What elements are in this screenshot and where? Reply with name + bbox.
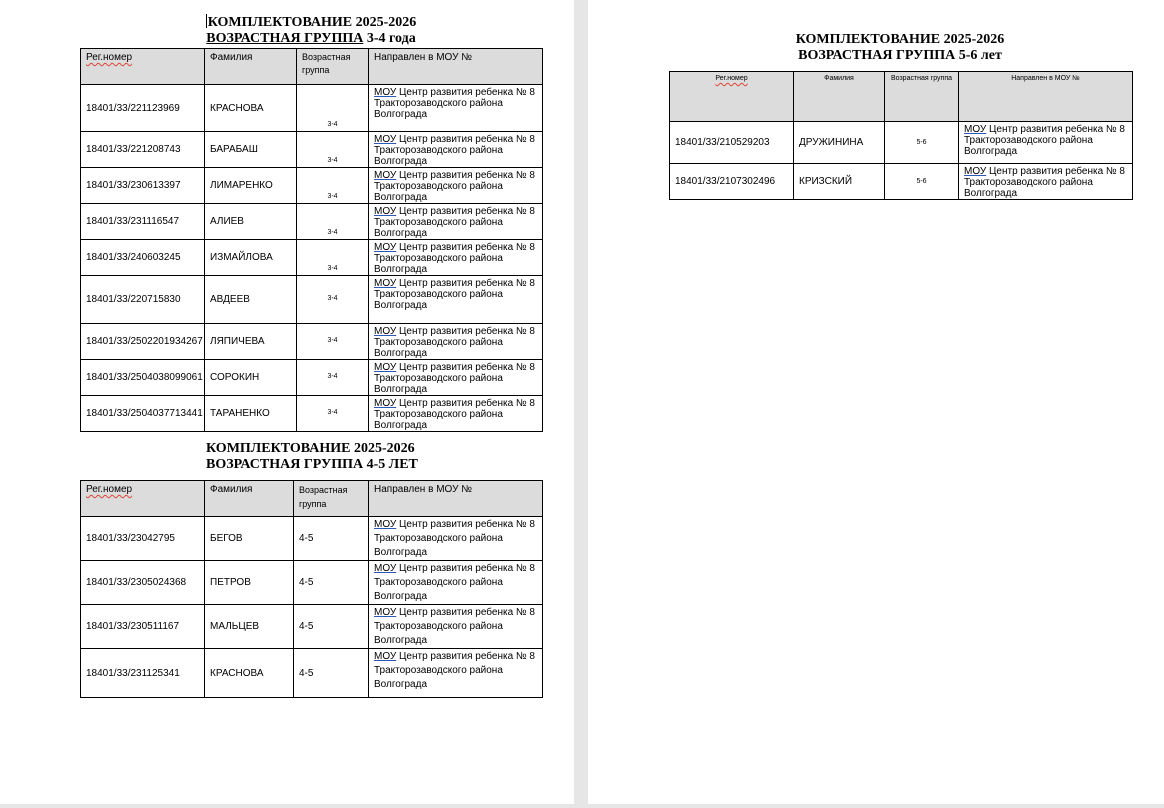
age-group-cell: 4-5 bbox=[294, 517, 369, 561]
table-row bbox=[81, 605, 543, 649]
surname-cell: КРИЗСКИЙ bbox=[794, 164, 885, 200]
reg-number-cell: 18401/33/230511167 bbox=[81, 605, 205, 649]
surname-cell: АЛИЕВ bbox=[205, 204, 297, 240]
surname-cell: ПЕТРОВ bbox=[205, 561, 294, 605]
section1-heading bbox=[80, 14, 542, 47]
mou-name: Центр развития ребенка № 8 Тракторозаводского района Волгограда bbox=[374, 362, 535, 395]
mou-abbrev: МОУ bbox=[374, 563, 397, 574]
reg-number-cell: 18401/33/230613397 bbox=[81, 168, 205, 204]
table-row bbox=[81, 396, 543, 432]
mou-abbrev: МОУ bbox=[374, 398, 397, 409]
reg-number-cell: 18401/33/221123969 bbox=[81, 85, 205, 132]
header-directed-to: Направлен в МОУ № bbox=[369, 481, 543, 517]
mou-abbrev: МОУ bbox=[374, 607, 397, 618]
reg-number-cell: 18401/33/231116547 bbox=[81, 204, 205, 240]
page-separator bbox=[574, 0, 588, 808]
age-group-cell: 3-4 bbox=[297, 324, 369, 360]
header-reg-number: Рег.номер bbox=[81, 49, 205, 85]
mou-abbrev: МОУ bbox=[374, 134, 397, 145]
mou-abbrev: МОУ bbox=[374, 206, 397, 217]
mou-name: Центр развития ребенка № 8 Тракторозаводского района Волгограда bbox=[374, 563, 535, 602]
header-age-group: Возрастная группа bbox=[297, 49, 369, 85]
directed-to-cell bbox=[369, 85, 543, 132]
header-age-group: Возрастная группа bbox=[294, 481, 369, 517]
mou-name: Центр развития ребенка № 8 Тракторозаводского района Волгограда bbox=[374, 607, 535, 646]
reg-number-cell: 18401/33/220715830 bbox=[81, 276, 205, 324]
section1-title: КОМПЛЕКТОВАНИЕ 2025-2026 bbox=[207, 15, 417, 30]
header-directed-to: Направлен в МОУ № bbox=[959, 72, 1133, 122]
table-row bbox=[81, 204, 543, 240]
table-row bbox=[81, 324, 543, 360]
table-row bbox=[81, 561, 543, 605]
mou-abbrev: МОУ bbox=[374, 242, 397, 253]
mou-name: Центр развития ребенка № 8 Тракторозаводского района Волгограда bbox=[374, 170, 535, 203]
surname-cell: БАРАБАШ bbox=[205, 132, 297, 168]
directed-to-cell bbox=[369, 132, 543, 168]
mou-abbrev: МОУ bbox=[374, 651, 397, 662]
surname-cell: ИЗМАЙЛОВА bbox=[205, 240, 297, 276]
section2-subtitle: ВОЗРАСТНАЯ ГРУППА 4-5 ЛЕТ bbox=[206, 457, 418, 472]
mou-name: Центр развития ребенка № 8 Тракторозаводского района Волгограда bbox=[374, 134, 535, 167]
directed-to-cell bbox=[369, 396, 543, 432]
age-group-cell: 3-4 bbox=[297, 396, 369, 432]
directed-to-cell bbox=[369, 649, 543, 698]
mou-abbrev: МОУ bbox=[964, 166, 987, 177]
header-surname: Фамилия bbox=[205, 481, 294, 517]
reg-number-cell: 18401/33/240603245 bbox=[81, 240, 205, 276]
reg-number-cell: 18401/33/2504038099061 bbox=[81, 360, 205, 396]
section3-heading bbox=[668, 32, 1132, 64]
age-group-cell: 3-4 bbox=[297, 204, 369, 240]
directed-to-cell bbox=[959, 122, 1133, 164]
age-group-cell: 4-5 bbox=[294, 649, 369, 698]
mou-name: Центр развития ребенка № 8 Тракторозаводского района Волгограда bbox=[964, 124, 1125, 157]
mou-name: Центр развития ребенка № 8 Тракторозаводского района Волгограда bbox=[374, 206, 535, 239]
mou-abbrev: МОУ bbox=[374, 326, 397, 337]
section2-table bbox=[80, 480, 543, 698]
reg-number-cell: 18401/33/2504037713441 bbox=[81, 396, 205, 432]
mou-abbrev: МОУ bbox=[374, 278, 397, 289]
header-surname: Фамилия bbox=[205, 49, 297, 85]
directed-to-cell bbox=[369, 605, 543, 649]
surname-cell: КРАСНОВА bbox=[205, 649, 294, 698]
directed-to-cell bbox=[369, 240, 543, 276]
mou-name: Центр развития ребенка № 8 Тракторозаводского района Волгограда bbox=[374, 326, 535, 359]
table-row bbox=[81, 276, 543, 324]
age-group-cell: 5-6 bbox=[885, 122, 959, 164]
header-surname: Фамилия bbox=[794, 72, 885, 122]
reg-number-cell: 18401/33/2502201934267 bbox=[81, 324, 205, 360]
directed-to-cell bbox=[369, 168, 543, 204]
age-group-cell: 4-5 bbox=[294, 561, 369, 605]
reg-number-cell: 18401/33/23042795 bbox=[81, 517, 205, 561]
section1-table bbox=[80, 48, 543, 432]
directed-to-cell bbox=[369, 517, 543, 561]
surname-cell: СОРОКИН bbox=[205, 360, 297, 396]
reg-number-cell: 18401/33/210529203 bbox=[670, 122, 794, 164]
surname-cell: БЕГОВ bbox=[205, 517, 294, 561]
table-row bbox=[81, 132, 543, 168]
directed-to-cell bbox=[369, 360, 543, 396]
table-row bbox=[670, 122, 1133, 164]
surname-cell: ЛИМАРЕНКО bbox=[205, 168, 297, 204]
age-group-cell: 4-5 bbox=[294, 605, 369, 649]
section1-subtitle-underlined: ВОЗРАСТНАЯ ГРУППА bbox=[206, 31, 364, 46]
table-row bbox=[81, 360, 543, 396]
reg-number-cell: 18401/33/221208743 bbox=[81, 132, 205, 168]
section3-table bbox=[669, 71, 1133, 200]
mou-abbrev: МОУ bbox=[374, 519, 397, 530]
mou-name: Центр развития ребенка № 8 Тракторозаводского района Волгограда bbox=[374, 651, 535, 690]
reg-number-cell: 18401/33/231125341 bbox=[81, 649, 205, 698]
surname-cell: ЛЯПИЧЕВА bbox=[205, 324, 297, 360]
mou-name: Центр развития ребенка № 8 Тракторозаводского района Волгограда bbox=[374, 398, 535, 431]
surname-cell: ДРУЖИНИНА bbox=[794, 122, 885, 164]
table-row bbox=[81, 85, 543, 132]
directed-to-cell bbox=[369, 276, 543, 324]
section2-title: КОМПЛЕКТОВАНИЕ 2025-2026 bbox=[206, 441, 415, 456]
section2-heading bbox=[80, 441, 542, 473]
mou-abbrev: МОУ bbox=[374, 170, 397, 181]
age-group-cell: 5-6 bbox=[885, 164, 959, 200]
mou-abbrev: МОУ bbox=[374, 362, 397, 373]
mou-name: Центр развития ребенка № 8 Тракторозаводского района Волгограда bbox=[374, 519, 535, 558]
table-row bbox=[81, 649, 543, 698]
table-row bbox=[81, 517, 543, 561]
text-cursor bbox=[206, 14, 207, 28]
age-group-cell: 3-4 bbox=[297, 240, 369, 276]
reg-number-cell: 18401/33/2305024368 bbox=[81, 561, 205, 605]
directed-to-cell bbox=[369, 561, 543, 605]
header-reg-number: Рег.номер bbox=[670, 72, 794, 122]
directed-to-cell bbox=[369, 324, 543, 360]
table-row bbox=[81, 168, 543, 204]
section3-subtitle: ВОЗРАСТНАЯ ГРУППА 5-6 лет bbox=[798, 48, 1002, 63]
section1-subtitle-rest: 3-4 года bbox=[363, 31, 416, 46]
mou-name: Центр развития ребенка № 8 Тракторозаводского района Волгограда bbox=[964, 166, 1125, 199]
surname-cell: МАЛЬЦЕВ bbox=[205, 605, 294, 649]
table-row bbox=[81, 240, 543, 276]
mou-abbrev: МОУ bbox=[964, 124, 987, 135]
surname-cell: АВДЕЕВ bbox=[205, 276, 297, 324]
section3-title: КОМПЛЕКТОВАНИЕ 2025-2026 bbox=[795, 32, 1005, 47]
surname-cell: ТАРАНЕНКО bbox=[205, 396, 297, 432]
reg-number-cell: 18401/33/2107302496 bbox=[670, 164, 794, 200]
surname-cell: КРАСНОВА bbox=[205, 85, 297, 132]
mou-name: Центр развития ребенка № 8 Тракторозаводского района Волгограда bbox=[374, 278, 535, 311]
mou-name: Центр развития ребенка № 8 Тракторозаводского района Волгограда bbox=[374, 242, 535, 275]
directed-to-cell bbox=[369, 204, 543, 240]
age-group-cell: 3-4 bbox=[297, 168, 369, 204]
age-group-cell: 3-4 bbox=[297, 132, 369, 168]
age-group-cell: 3-4 bbox=[297, 276, 369, 324]
header-directed-to: Направлен в МОУ № bbox=[369, 49, 543, 85]
mou-abbrev: МОУ bbox=[374, 87, 397, 98]
mou-name: Центр развития ребенка № 8 Тракторозаводского района Волгограда bbox=[374, 87, 535, 120]
table-row bbox=[670, 164, 1133, 200]
age-group-cell: 3-4 bbox=[297, 85, 369, 132]
directed-to-cell bbox=[959, 164, 1133, 200]
header-age-group: Возрастная группа bbox=[885, 72, 959, 122]
age-group-cell: 3-4 bbox=[297, 360, 369, 396]
header-reg-number: Рег.номер bbox=[81, 481, 205, 517]
